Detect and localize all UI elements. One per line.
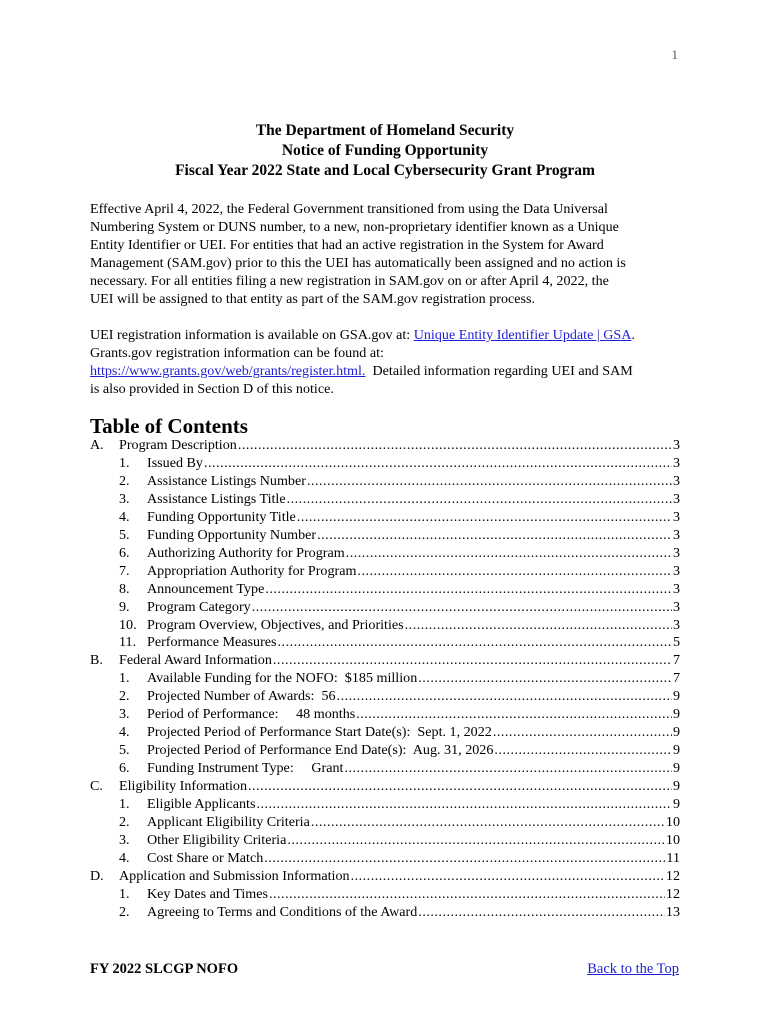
toc-entry-page: 7 [672, 670, 680, 687]
toc-dot-leader [252, 599, 672, 617]
toc-dot-leader [344, 760, 672, 778]
toc-entry[interactable] [90, 509, 680, 527]
toc-entry-page: 3 [672, 526, 680, 543]
toc-entry-page: 3 [672, 598, 680, 615]
footer-document-name: FY 2022 SLCGP NOFO [90, 961, 239, 977]
toc-dot-leader [317, 527, 672, 545]
toc-entry-label: Application and Submission Information [119, 867, 350, 884]
period-text: . [631, 327, 635, 343]
paragraph-line: necessary. For all entities filing a new registration in SAM.gov on or after April 4, 2022, the [90, 273, 609, 289]
toc-entry-number: 5. [119, 742, 130, 759]
detail-text: Detailed information regarding UEI and SAM [365, 363, 633, 379]
paragraph-line [90, 326, 682, 344]
toc-entry-number: 3. [119, 490, 130, 507]
toc-dot-leader [265, 581, 672, 599]
toc-dot-leader [351, 868, 665, 886]
toc-entry[interactable] [90, 850, 680, 868]
toc-dot-leader [204, 455, 672, 473]
toc-entry-label: Eligibility Information [119, 778, 247, 795]
toc-dot-leader [248, 778, 672, 796]
toc-entry-page: 10 [665, 814, 680, 831]
toc-entry[interactable] [90, 455, 680, 473]
toc-entry[interactable] [90, 778, 680, 796]
toc-entry-number: B. [90, 652, 103, 669]
toc-dot-leader [264, 850, 665, 868]
toc-entry[interactable] [90, 742, 680, 760]
toc-entry[interactable] [90, 796, 680, 814]
toc-dot-leader [311, 814, 665, 832]
toc-entry-label: Funding Opportunity Number [147, 526, 317, 543]
toc-entry-number: 1. [119, 454, 130, 471]
toc-entry-number: 9. [119, 598, 130, 615]
paragraph-line: is also provided in Section D of this notice. [90, 381, 334, 397]
paragraph-line: Grants.gov registration information can be found at: [90, 345, 384, 361]
toc-entry-page: 9 [672, 796, 680, 813]
toc-entry[interactable] [90, 617, 680, 635]
toc-entry-number: 1. [119, 796, 130, 813]
toc-entry-page: 12 [665, 885, 680, 902]
toc-dot-leader [405, 617, 672, 635]
toc-entry-page: 12 [665, 867, 680, 884]
toc-dot-leader [357, 563, 672, 581]
toc-entry-page: 9 [672, 778, 680, 795]
toc-entry-number: 2. [119, 472, 130, 489]
toc-entry-label: Projected Period of Performance End Date(s): Aug. 31, 2026 [147, 742, 494, 759]
toc-entry-page: 9 [672, 742, 680, 759]
toc-entry-label: Key Dates and Times [147, 885, 268, 902]
toc-entry-page: 5 [672, 634, 680, 651]
paragraph-line: Numbering System or DUNS number, to a new, non-proprietary identifier known as a Unique [90, 219, 619, 235]
title-department: The Department of Homeland Security [255, 122, 515, 139]
toc-dot-leader [287, 832, 665, 850]
toc-entry-number: 5. [119, 526, 130, 543]
toc-entry[interactable] [90, 491, 680, 509]
document-title-block [90, 121, 680, 181]
toc-entry-label: Assistance Listings Number [147, 472, 306, 489]
toc-dot-leader [307, 473, 672, 491]
grants-gov-register-link[interactable]: https://www.grants.gov/web/grants/register.html. [90, 363, 366, 379]
toc-entry-label: Other Eligibility Criteria [147, 831, 287, 848]
page-number: 1 [671, 47, 678, 62]
registration-info-paragraph [90, 326, 682, 398]
toc-entry-page: 3 [672, 454, 680, 471]
toc-entry[interactable] [90, 814, 680, 832]
paragraph-line: Entity Identifier or UEI. For entities that had an active registration in the System for Award [90, 237, 604, 253]
toc-entry-page: 3 [672, 508, 680, 525]
toc-entry[interactable] [90, 724, 680, 742]
toc-entry-label: Available Funding for the NOFO: $185 million [147, 670, 418, 687]
toc-entry[interactable] [90, 706, 680, 724]
toc-entry[interactable] [90, 563, 680, 581]
paragraph-line [90, 362, 682, 380]
toc-entry[interactable] [90, 904, 680, 922]
toc-entry-number: A. [90, 437, 104, 453]
toc-dot-leader [418, 670, 672, 688]
toc-entry-page: 3 [672, 437, 680, 453]
toc-entry-page: 9 [672, 706, 680, 723]
toc-entry-number: 4. [119, 849, 130, 866]
toc-entry-number: 6. [119, 544, 130, 561]
toc-entry-number: 3. [119, 706, 130, 723]
toc-entry-page: 9 [672, 760, 680, 777]
title-notice: Notice of Funding Opportunity [281, 142, 489, 159]
toc-entry-number: 3. [119, 831, 130, 848]
toc-entry-label: Authorizing Authority for Program [147, 544, 345, 561]
toc-entry-label: Agreeing to Terms and Conditions of the Award [147, 903, 418, 920]
toc-dot-leader [493, 724, 672, 742]
back-to-top-link[interactable]: Back to the Top [587, 961, 679, 977]
toc-entry-number: 1. [119, 670, 130, 687]
toc-entry[interactable] [90, 760, 680, 778]
toc-entry-page: 3 [672, 616, 680, 633]
toc-entry-label: Funding Opportunity Title [147, 508, 296, 525]
toc-entry-number: 10. [119, 616, 137, 633]
toc-entry-label: Appropriation Authority for Program [147, 562, 357, 579]
toc-dot-leader [256, 796, 672, 814]
toc-entry-number: 8. [119, 580, 130, 597]
paragraph-line: UEI will be assigned to that entity as part of the SAM.gov registration process. [90, 291, 536, 307]
toc-entry-number: 4. [119, 724, 130, 741]
toc-entry[interactable] [90, 527, 680, 545]
toc-entry-number: 2. [119, 688, 130, 705]
toc-entry-label: Funding Instrument Type: Grant [147, 760, 344, 777]
toc-entry-page: 3 [672, 562, 680, 579]
toc-dot-leader [238, 437, 672, 455]
toc-entry-label: Program Category [147, 598, 251, 615]
toc-entry-number: D. [90, 867, 104, 884]
toc-entry-number: 11. [119, 634, 137, 651]
gsa-uei-link[interactable]: Unique Entity Identifier Update | GSA [413, 327, 632, 343]
toc-entry-number: 7. [119, 562, 130, 579]
title-program: Fiscal Year 2022 State and Local Cybersecurity Grant Program [175, 162, 595, 179]
toc-dot-leader [287, 491, 672, 509]
toc-entry[interactable] [90, 581, 680, 599]
uei-transition-paragraph [90, 200, 682, 308]
toc-entry-number: C. [90, 778, 103, 795]
toc-dot-leader [418, 904, 665, 922]
toc-entry-page: 13 [665, 903, 680, 920]
toc-entry[interactable] [90, 437, 680, 455]
toc-entry-page: 3 [672, 490, 680, 507]
toc-entry-page: 3 [672, 472, 680, 489]
toc-entry-page: 9 [672, 688, 680, 705]
toc-dot-leader [494, 742, 672, 760]
toc-entry-label: Period of Performance: 48 months [147, 706, 356, 723]
toc-entry[interactable] [90, 670, 680, 688]
toc-entry-number: 2. [119, 903, 130, 920]
toc-dot-leader [269, 886, 665, 904]
toc-entry-page: 3 [672, 580, 680, 597]
toc-entry-label: Performance Measures [147, 634, 277, 651]
table-of-contents [90, 437, 680, 922]
toc-entry-number: 1. [119, 885, 130, 902]
toc-entry-label: Projected Number of Awards: 56 [147, 688, 336, 705]
toc-dot-leader [346, 545, 672, 563]
toc-entry-number: 4. [119, 508, 130, 525]
toc-entry-page: 11 [666, 849, 680, 866]
toc-entry[interactable] [90, 545, 680, 563]
toc-entry-label: Eligible Applicants [147, 796, 256, 813]
toc-entry-label: Program Description [119, 437, 237, 453]
toc-entry-label: Assistance Listings Title [147, 490, 286, 507]
gsa-text: UEI registration information is available on GSA.gov at: [90, 327, 414, 343]
toc-entry-label: Announcement Type [147, 580, 265, 597]
toc-entry-page: 10 [665, 831, 680, 848]
toc-entry-label: Applicant Eligibility Criteria [147, 814, 310, 831]
paragraph-line: Management (SAM.gov) prior to this the UEI has automatically been assigned and no action is [90, 255, 626, 271]
toc-dot-leader [278, 634, 672, 652]
toc-dot-leader [297, 509, 672, 527]
toc-entry[interactable] [90, 599, 680, 617]
toc-entry[interactable] [90, 634, 680, 652]
paragraph-line: Effective April 4, 2022, the Federal Government transitioned from using the Data Universal [90, 201, 608, 217]
toc-entry[interactable] [90, 868, 680, 886]
toc-dot-leader [273, 652, 672, 670]
toc-entry[interactable] [90, 886, 680, 904]
toc-entry[interactable] [90, 688, 680, 706]
toc-entry[interactable] [90, 832, 680, 850]
toc-entry-page: 3 [672, 544, 680, 561]
toc-entry-label: Projected Period of Performance Start Date(s): Sept. 1, 2022 [147, 724, 492, 741]
toc-dot-leader [356, 706, 672, 724]
toc-entry[interactable] [90, 473, 680, 491]
toc-entry-page: 7 [672, 652, 680, 669]
toc-entry-label: Cost Share or Match [147, 849, 264, 866]
toc-dot-leader [337, 688, 672, 706]
toc-entry-label: Federal Award Information [119, 652, 272, 669]
toc-entry-page: 9 [672, 724, 680, 741]
toc-entry[interactable] [90, 652, 680, 670]
toc-entry-label: Issued By [147, 454, 203, 471]
toc-heading: Table of Contents [90, 414, 248, 438]
toc-entry-label: Program Overview, Objectives, and Priorities [147, 616, 404, 633]
toc-entry-number: 2. [119, 814, 130, 831]
toc-entry-number: 6. [119, 760, 130, 777]
